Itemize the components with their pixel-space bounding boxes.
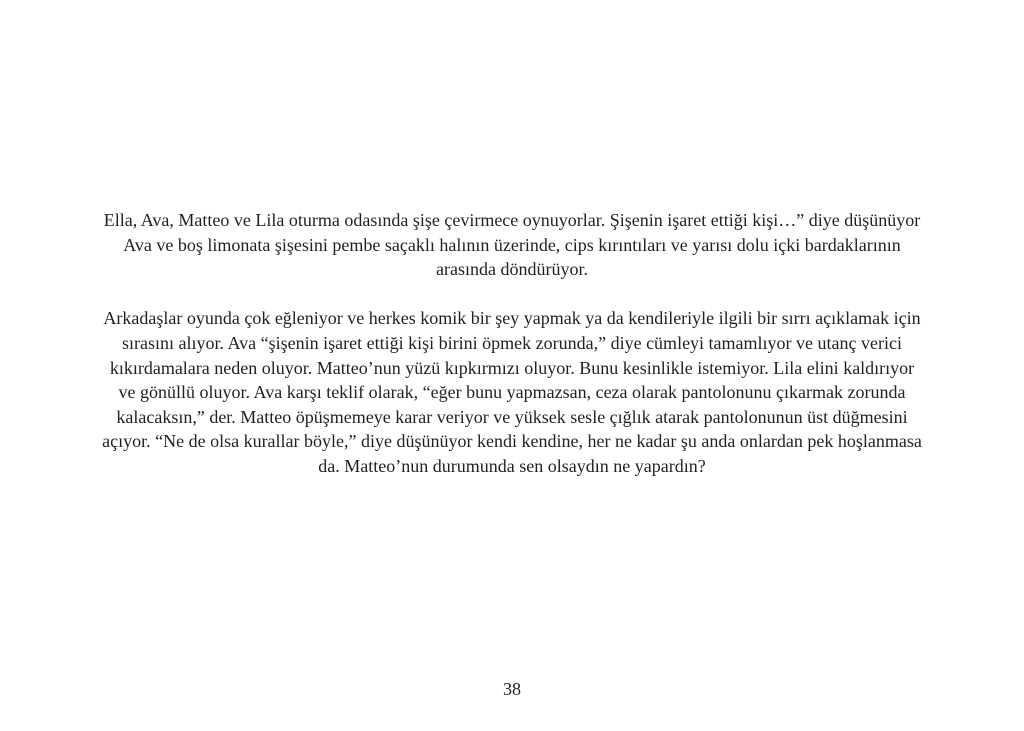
page-number: 38 bbox=[503, 679, 521, 699]
story-text bbox=[100, 208, 924, 479]
paragraph-1: Ella, Ava, Matteo ve Lila oturma odasında şişe çevirmece oynuyorlar. Şişenin işaret ettiği kişi…” diye düşünüyor Ava ve boş limonata şişesini pembe saçaklı halının üzerinde, cips kırıntıları ve yarısı dolu içki bardaklarının arasında döndürüyor. bbox=[103, 210, 921, 280]
paragraph-2: Arkadaşlar oyunda çok eğleniyor ve herkes komik bir şey yapmak ya da kendileriyle ilgili bir sırrı açıklamak için sırasını alıyor. Ava “şişenin işaret ettiği kişi birini öpmek zorunda,” diye cümleyi tamamlıyor ve utanç verici kıkırdamalara neden oluyor. Matteo’nun yüzü kıpkırmızı oluyor. Bunu kesinlikle istemiyor. Lila elini kaldırıyor ve gönüllü oluyor. Ava karşı teklif olarak, “eğer bunu yapmazsan, ceza olarak pantolonunu çıkarmak zorunda kalacaksın,” der. Matteo öpüşmemeye karar veriyor ve yüksek sesle çığlık atarak pantolonunun üst düğmesini açıyor. “Ne de olsa kurallar böyle,” diye düşünüyor kendi kendine, her ne kadar şu anda onlardan pek hoşlanmasa da. Matteo’nun durumunda sen olsaydın ne yapardın? bbox=[102, 308, 922, 476]
